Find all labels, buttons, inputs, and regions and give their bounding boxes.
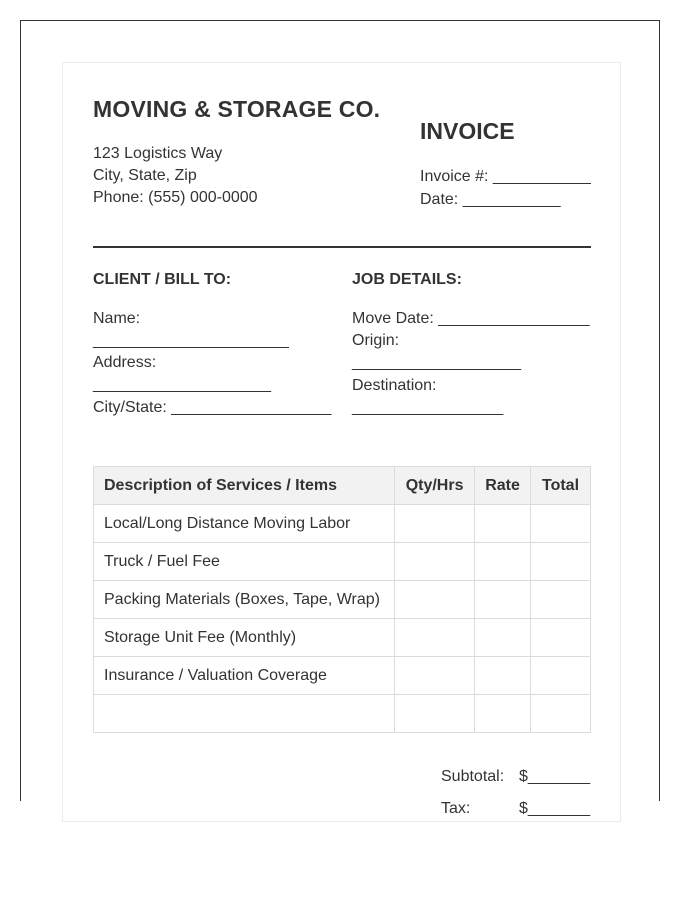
row-description: Local/Long Distance Moving Labor bbox=[94, 505, 395, 543]
row-rate bbox=[475, 657, 531, 695]
subtotal-value: $_______ bbox=[519, 768, 591, 785]
client-address-label: Address: bbox=[93, 354, 157, 371]
table-row bbox=[94, 657, 591, 695]
subtotal-label: Subtotal: bbox=[441, 768, 505, 785]
company-phone: Phone: (555) 000-0000 bbox=[93, 189, 258, 206]
row-description: Packing Materials (Boxes, Tape, Wrap) bbox=[94, 581, 395, 619]
table-row bbox=[94, 619, 591, 657]
invoice-number-field: Invoice #: ___________ bbox=[420, 168, 591, 185]
row-rate bbox=[475, 543, 531, 581]
company-name: MOVING & STORAGE CO. bbox=[93, 96, 381, 122]
row-qty bbox=[395, 581, 475, 619]
row-rate bbox=[475, 695, 531, 733]
row-total bbox=[531, 505, 591, 543]
job-destination-blank: _________________ bbox=[352, 399, 504, 416]
row-description: Truck / Fuel Fee bbox=[94, 543, 395, 581]
row-total bbox=[531, 695, 591, 733]
client-name-blank: ______________________ bbox=[93, 332, 289, 349]
table-row bbox=[94, 695, 591, 733]
row-qty bbox=[395, 695, 475, 733]
header-qty-hrs: Qty/Hrs bbox=[395, 467, 475, 505]
page-frame bbox=[20, 20, 660, 817]
client-address-blank: ____________________ bbox=[93, 376, 271, 393]
row-rate bbox=[475, 619, 531, 657]
client-city-state-field: City/State: __________________ bbox=[93, 399, 332, 416]
invoice-sheet bbox=[62, 62, 621, 822]
table-row bbox=[94, 543, 591, 581]
invoice-title: INVOICE bbox=[420, 118, 515, 144]
row-total bbox=[531, 657, 591, 695]
row-qty bbox=[395, 543, 475, 581]
row-total bbox=[531, 581, 591, 619]
header-description: Description of Services / Items bbox=[94, 467, 395, 505]
table-header-row bbox=[94, 467, 591, 505]
row-description: Insurance / Valuation Coverage bbox=[94, 657, 395, 695]
table-row bbox=[94, 505, 591, 543]
invoice-date-field: Date: ___________ bbox=[420, 191, 561, 208]
job-origin-blank: ___________________ bbox=[352, 354, 522, 371]
table-row bbox=[94, 581, 591, 619]
row-rate bbox=[475, 581, 531, 619]
company-address-city: City, State, Zip bbox=[93, 167, 197, 184]
row-total bbox=[531, 543, 591, 581]
row-qty bbox=[395, 619, 475, 657]
client-section-heading: CLIENT / BILL TO: bbox=[93, 271, 232, 288]
row-qty bbox=[395, 657, 475, 695]
job-destination-label: Destination: bbox=[352, 377, 437, 394]
row-total bbox=[531, 619, 591, 657]
services-table bbox=[93, 466, 591, 733]
job-move-date-field: Move Date: _________________ bbox=[352, 310, 590, 327]
client-name-label: Name: bbox=[93, 310, 141, 327]
row-description bbox=[94, 695, 395, 733]
row-rate bbox=[475, 505, 531, 543]
row-description: Storage Unit Fee (Monthly) bbox=[94, 619, 395, 657]
job-section-heading: JOB DETAILS: bbox=[352, 271, 462, 288]
tax-value: $_______ bbox=[519, 800, 591, 817]
header-divider bbox=[93, 246, 591, 248]
company-address-street: 123 Logistics Way bbox=[93, 145, 223, 162]
tax-label: Tax: bbox=[441, 800, 471, 817]
header-rate: Rate bbox=[475, 467, 531, 505]
row-qty bbox=[395, 505, 475, 543]
job-origin-label: Origin: bbox=[352, 332, 400, 349]
header-total: Total bbox=[531, 467, 591, 505]
